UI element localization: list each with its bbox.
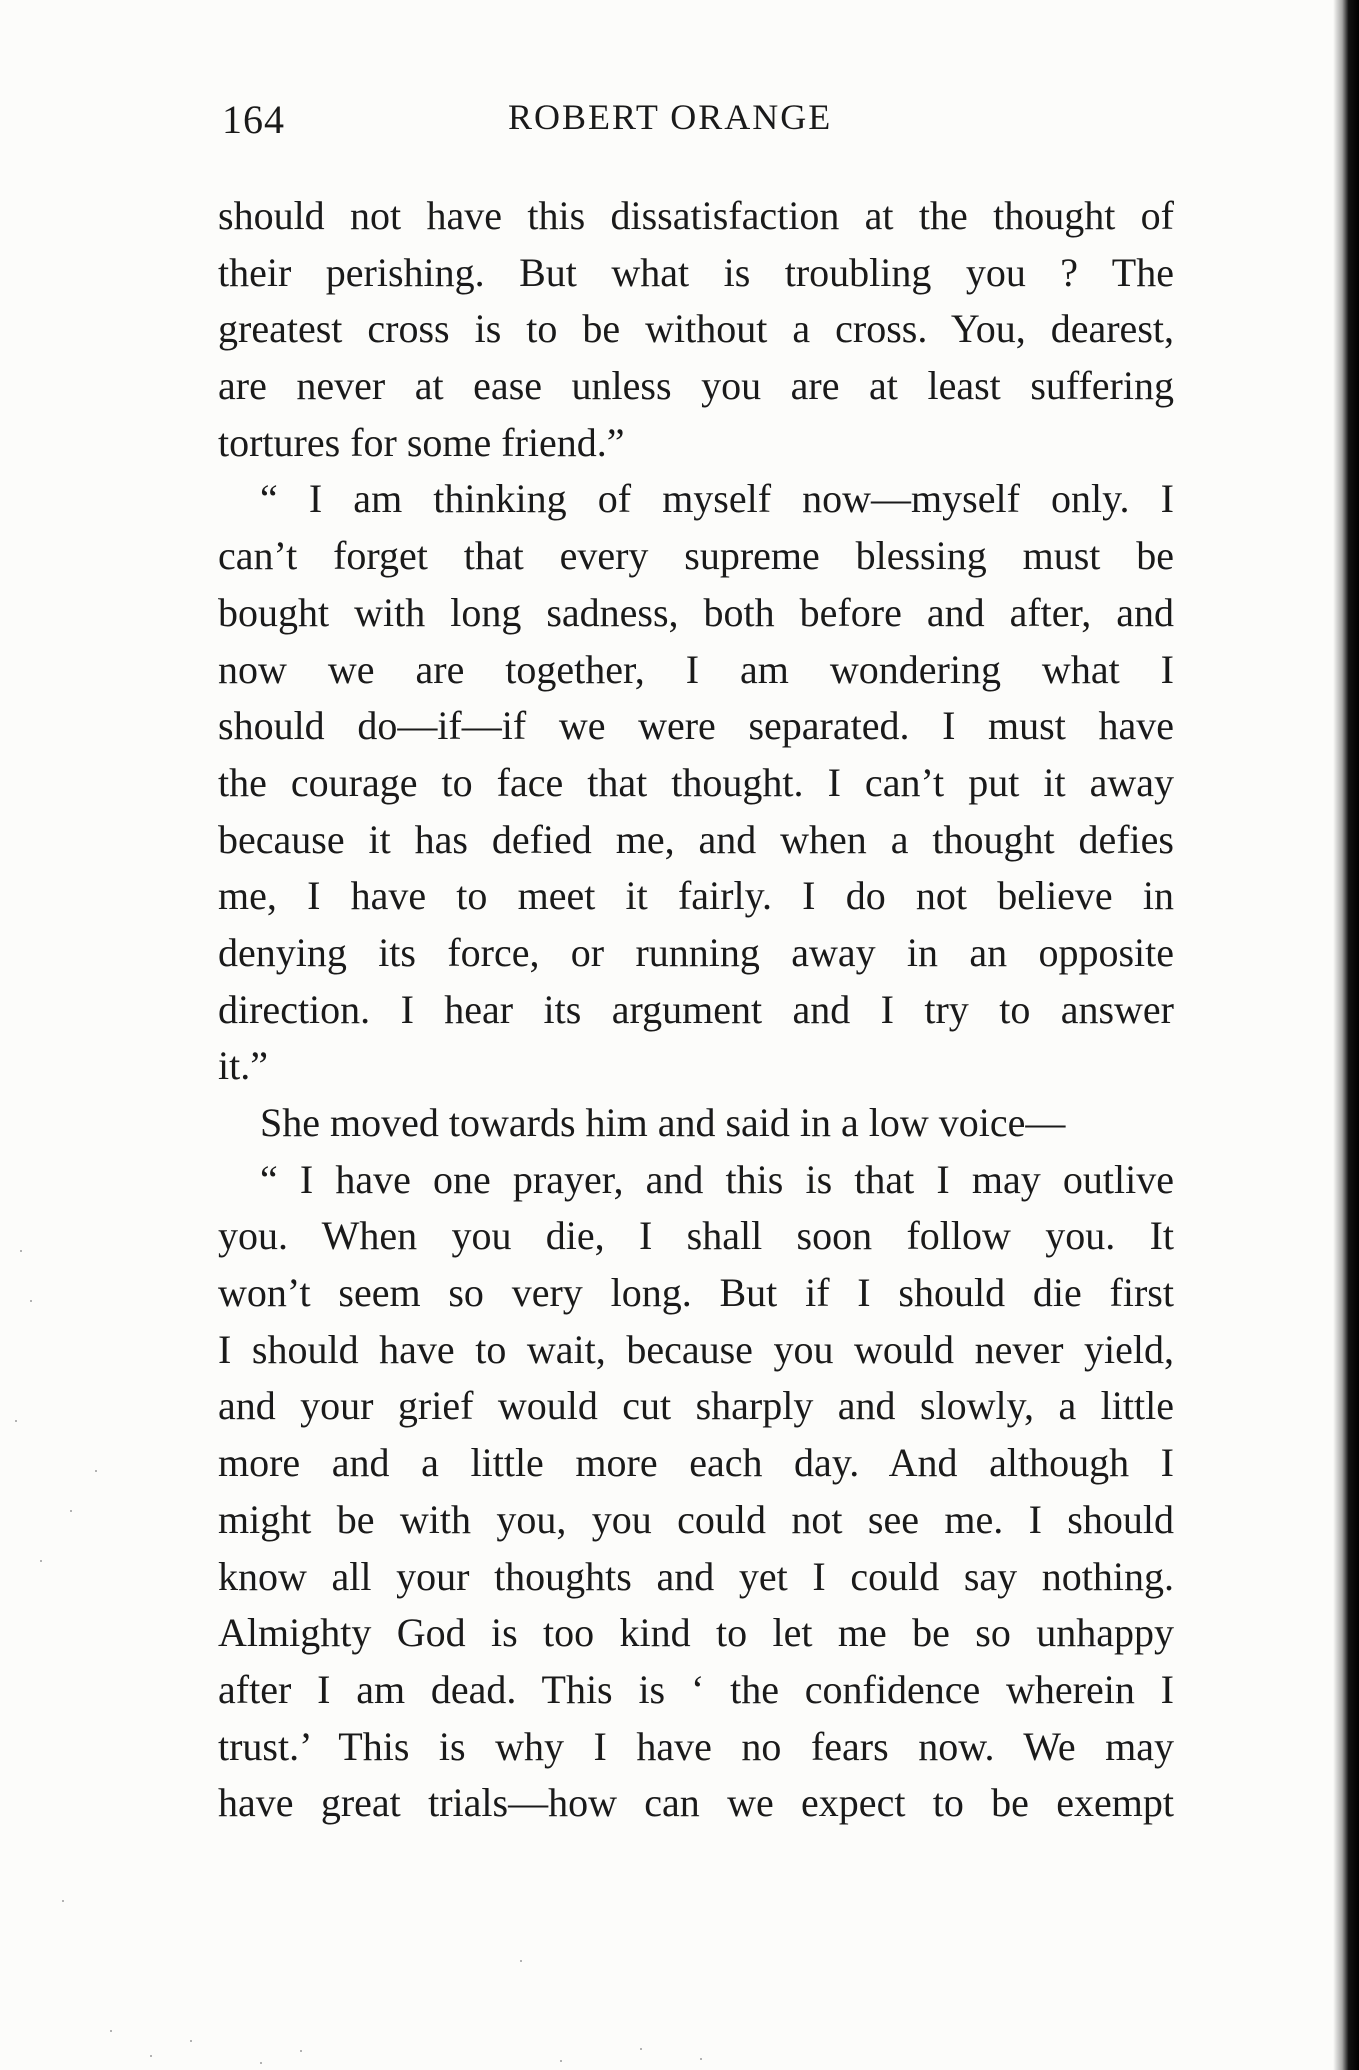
text-line: “ I have one prayer, and this is that I may outlive xyxy=(260,1156,1174,1202)
text-line: bought with long sadness, both before and after, and xyxy=(218,589,1174,635)
text-line: direction. I hear its argument and I try to answer xyxy=(218,986,1174,1032)
text-line: because it has defied me, and when a thought defies xyxy=(218,816,1174,862)
text-line: won’t seem so very long. But if I should die first xyxy=(218,1270,1174,1316)
text-line: tortures for some friend.” xyxy=(218,419,625,465)
text-line: She moved towards him and said in a low voice— xyxy=(260,1100,1066,1145)
text-line: after I am dead. This is ‘ the confidence wherein I xyxy=(218,1666,1174,1712)
speck xyxy=(70,1510,72,1512)
binding-edge xyxy=(1333,0,1359,2070)
text-line: can’t forget that every supreme blessing must be xyxy=(218,533,1174,579)
speck xyxy=(260,2062,262,2064)
speck xyxy=(300,2050,302,2052)
speck xyxy=(15,1420,17,1422)
page-header xyxy=(220,92,1170,148)
speck xyxy=(190,2040,192,2042)
speck xyxy=(40,1560,42,1562)
text-line: their perishing. But what is troubling you ? The xyxy=(218,249,1174,295)
text-line: should not have this dissatisfaction at the thought of xyxy=(218,193,1174,238)
running-head: ROBERT ORANGE xyxy=(508,97,833,137)
text-line: “ I am thinking of myself now—myself only. I xyxy=(260,476,1174,522)
text-line: are never at ease unless you are at least suffering xyxy=(218,363,1174,409)
text-line: me, I have to meet it fairly. I do not believe in xyxy=(218,873,1174,919)
text-line: now we are together, I am wondering what I xyxy=(218,646,1174,692)
speck xyxy=(30,1300,32,1302)
text-line: it.” xyxy=(218,1043,268,1089)
text-line: have great trials—how can we expect to be exempt xyxy=(218,1780,1174,1826)
text-line: you. When you die, I shall soon follow you. It xyxy=(218,1213,1174,1259)
text-line: denying its force, or running away in an opposite xyxy=(218,929,1174,975)
text-line: Almighty God is too kind to let me be so unhappy xyxy=(218,1610,1174,1656)
text-line: trust.’ This is why I have no fears now. We may xyxy=(218,1723,1174,1769)
text-line: and your grief would cut sharply and slowly, a little xyxy=(218,1383,1174,1429)
speck xyxy=(700,2058,702,2060)
body-text xyxy=(218,188,1174,1832)
text-line: greatest cross is to be without a cross. You, dearest, xyxy=(218,306,1174,352)
text-line: should do—if—if we were separated. I must have xyxy=(218,703,1174,749)
speck xyxy=(560,2060,562,2062)
text-line: know all your thoughts and yet I could say nothing. xyxy=(218,1553,1174,1599)
text-line: the courage to face that thought. I can’t put it away xyxy=(218,759,1174,805)
speck xyxy=(20,1250,22,1252)
text-line: I should have to wait, because you would never yield, xyxy=(218,1326,1174,1372)
speck xyxy=(640,2048,642,2050)
speck xyxy=(150,2055,152,2057)
text-line: more and a little more each day. And although I xyxy=(218,1440,1174,1486)
speck xyxy=(62,1900,64,1902)
page-number: 164 xyxy=(222,97,285,142)
speck xyxy=(520,1960,522,1962)
text-line: might be with you, you could not see me. I should xyxy=(218,1496,1174,1542)
speck xyxy=(95,1470,97,1472)
speck xyxy=(110,2030,112,2032)
